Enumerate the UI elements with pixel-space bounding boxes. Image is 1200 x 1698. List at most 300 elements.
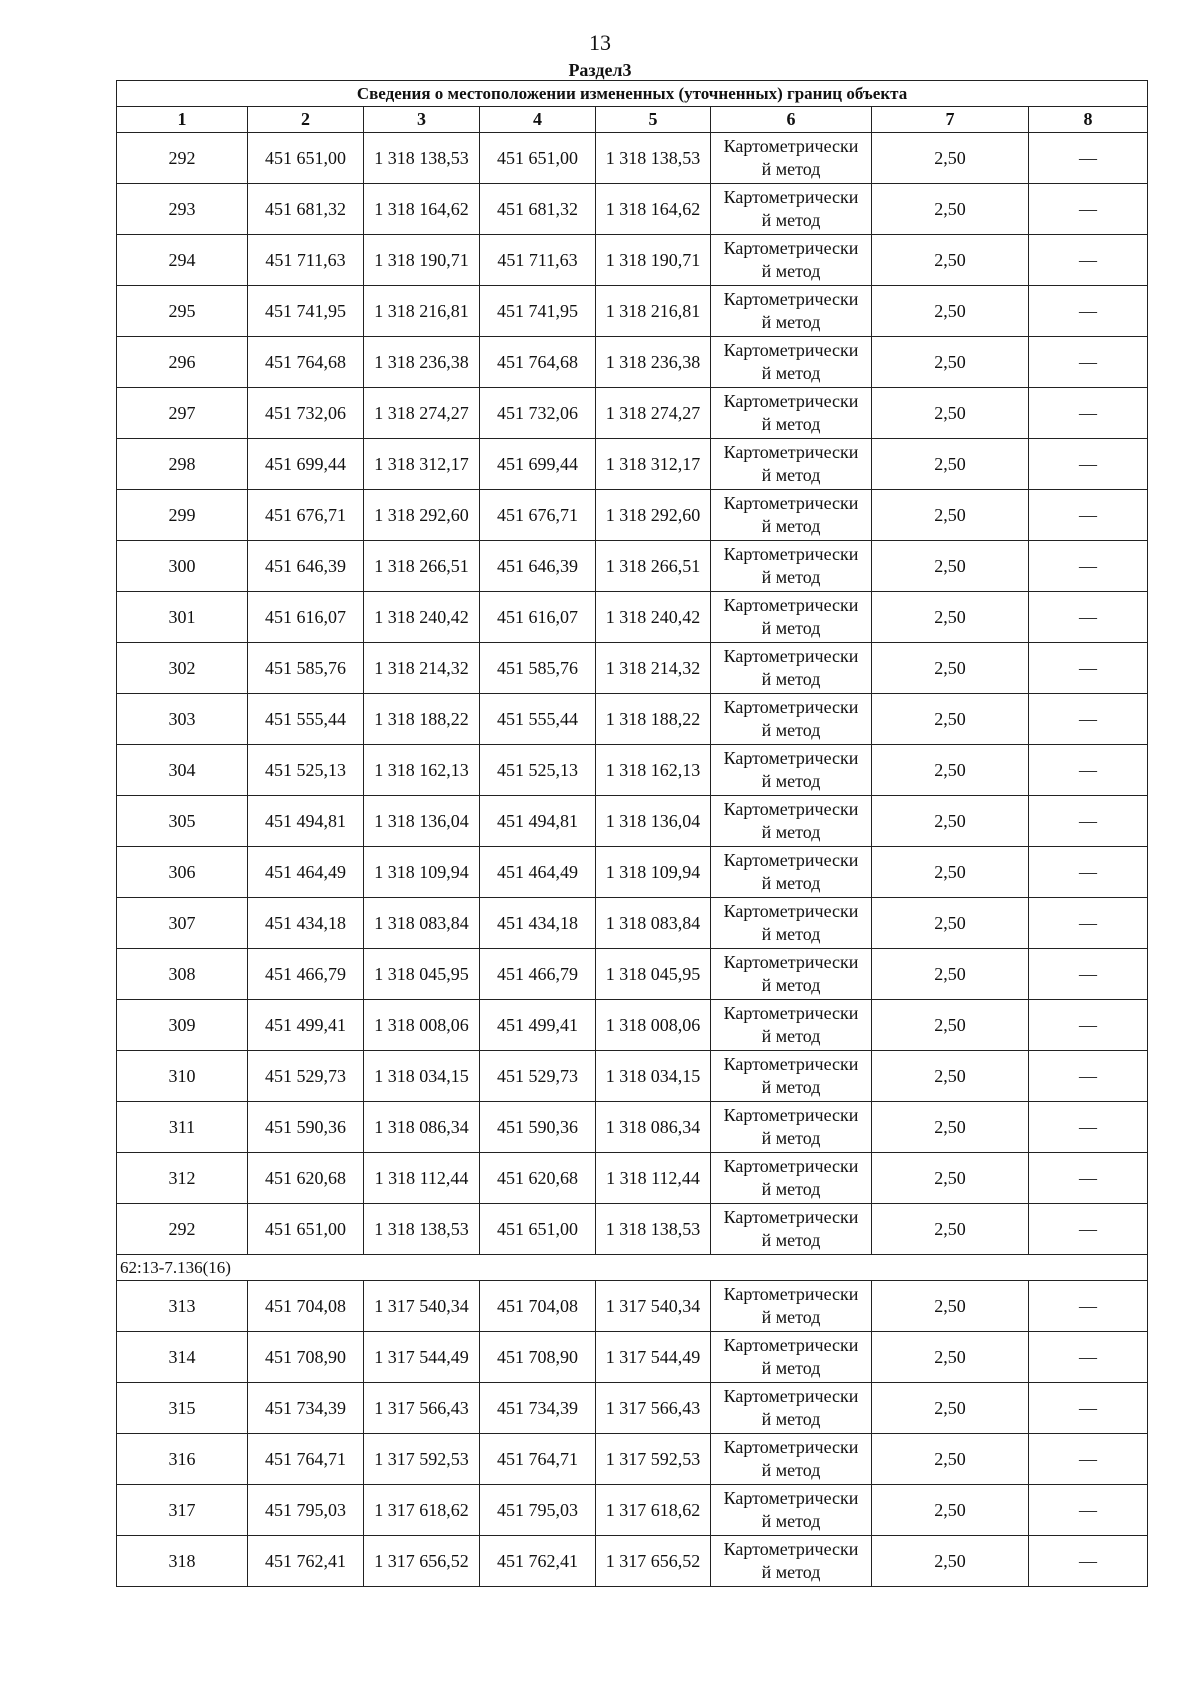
method-line-2: й метод [761, 1077, 821, 1097]
point-number-cell: 308 [117, 949, 248, 1000]
method-line-2: й метод [761, 924, 821, 944]
y-old-cell: 1 318 164,62 [364, 184, 480, 235]
point-number-cell: 292 [117, 133, 248, 184]
point-number-cell: 294 [117, 235, 248, 286]
point-number-cell: 310 [117, 1051, 248, 1102]
group-label-row [117, 1255, 1148, 1281]
x-new-cell: 451 616,07 [480, 592, 596, 643]
y-new-cell: 1 318 164,62 [596, 184, 711, 235]
x-old-cell: 451 734,39 [248, 1383, 364, 1434]
point-number-cell: 311 [117, 1102, 248, 1153]
point-number-cell: 295 [117, 286, 248, 337]
method-cell [711, 133, 872, 184]
x-old-cell: 451 764,71 [248, 1434, 364, 1485]
y-new-cell: 1 317 592,53 [596, 1434, 711, 1485]
method-line-2: й метод [761, 1409, 821, 1429]
section-title: Раздел3 [568, 60, 632, 80]
method-line-2: й метод [761, 1230, 821, 1250]
y-old-cell: 1 318 138,53 [364, 133, 480, 184]
y-old-cell: 1 318 266,51 [364, 541, 480, 592]
description-cell: — [1029, 694, 1148, 745]
x-new-cell: 451 708,90 [480, 1332, 596, 1383]
y-new-cell: 1 318 236,38 [596, 337, 711, 388]
x-old-cell: 451 616,07 [248, 592, 364, 643]
table-body-second-contour [117, 1281, 1148, 1587]
y-old-cell: 1 318 008,06 [364, 1000, 480, 1051]
table-row [117, 541, 1148, 592]
x-new-cell: 451 795,03 [480, 1485, 596, 1536]
method-line-2: й метод [761, 1511, 821, 1531]
method-line-2: й метод [761, 465, 821, 485]
method-line-1: Картометрически [723, 850, 859, 870]
table-row [117, 133, 1148, 184]
description-cell: — [1029, 1153, 1148, 1204]
x-old-cell: 451 590,36 [248, 1102, 364, 1153]
x-new-cell: 451 734,39 [480, 1383, 596, 1434]
point-number-cell: 317 [117, 1485, 248, 1536]
y-new-cell: 1 318 138,53 [596, 133, 711, 184]
table-row [117, 1383, 1148, 1434]
y-old-cell: 1 318 138,53 [364, 1204, 480, 1255]
accuracy-cell: 2,50 [872, 1000, 1029, 1051]
method-cell [711, 1281, 872, 1332]
description-cell: — [1029, 286, 1148, 337]
method-cell [711, 1204, 872, 1255]
x-old-cell: 451 704,08 [248, 1281, 364, 1332]
description-cell: — [1029, 1434, 1148, 1485]
description-cell: — [1029, 1204, 1148, 1255]
y-old-cell: 1 318 190,71 [364, 235, 480, 286]
table-row [117, 1204, 1148, 1255]
y-new-cell: 1 318 190,71 [596, 235, 711, 286]
x-new-cell: 451 620,68 [480, 1153, 596, 1204]
description-cell: — [1029, 847, 1148, 898]
method-line-2: й метод [761, 1460, 821, 1480]
method-line-1: Картометрически [723, 748, 859, 768]
x-new-cell: 451 555,44 [480, 694, 596, 745]
method-line-1: Картометрически [723, 340, 859, 360]
accuracy-cell: 2,50 [872, 1536, 1029, 1587]
accuracy-cell: 2,50 [872, 796, 1029, 847]
point-number-cell: 301 [117, 592, 248, 643]
method-line-1: Картометрически [723, 1003, 859, 1023]
x-new-cell: 451 741,95 [480, 286, 596, 337]
table-row [117, 643, 1148, 694]
description-cell: — [1029, 1383, 1148, 1434]
x-old-cell: 451 499,41 [248, 1000, 364, 1051]
x-old-cell: 451 764,68 [248, 337, 364, 388]
x-new-cell: 451 704,08 [480, 1281, 596, 1332]
description-cell: — [1029, 184, 1148, 235]
y-new-cell: 1 318 109,94 [596, 847, 711, 898]
method-cell [711, 745, 872, 796]
x-old-cell: 451 741,95 [248, 286, 364, 337]
accuracy-cell: 2,50 [872, 235, 1029, 286]
y-old-cell: 1 318 216,81 [364, 286, 480, 337]
description-cell: — [1029, 133, 1148, 184]
point-number-cell: 309 [117, 1000, 248, 1051]
x-new-cell: 451 732,06 [480, 388, 596, 439]
group-separator [117, 1255, 1148, 1281]
y-new-cell: 1 318 083,84 [596, 898, 711, 949]
y-new-cell: 1 318 274,27 [596, 388, 711, 439]
x-old-cell: 451 708,90 [248, 1332, 364, 1383]
y-new-cell: 1 318 312,17 [596, 439, 711, 490]
y-new-cell: 1 318 240,42 [596, 592, 711, 643]
method-line-2: й метод [761, 669, 821, 689]
description-cell: — [1029, 541, 1148, 592]
method-cell [711, 1434, 872, 1485]
method-line-1: Картометрически [723, 136, 859, 156]
x-new-cell: 451 434,18 [480, 898, 596, 949]
description-cell: — [1029, 949, 1148, 1000]
column-header: 6 [711, 107, 872, 133]
description-cell: — [1029, 592, 1148, 643]
description-cell: — [1029, 1000, 1148, 1051]
method-line-2: й метод [761, 1307, 821, 1327]
accuracy-cell: 2,50 [872, 1332, 1029, 1383]
table-row [117, 1434, 1148, 1485]
y-old-cell: 1 318 214,32 [364, 643, 480, 694]
y-new-cell: 1 317 656,52 [596, 1536, 711, 1587]
table-row [117, 694, 1148, 745]
y-new-cell: 1 317 618,62 [596, 1485, 711, 1536]
y-old-cell: 1 318 188,22 [364, 694, 480, 745]
description-cell: — [1029, 796, 1148, 847]
x-old-cell: 451 466,79 [248, 949, 364, 1000]
table-row [117, 286, 1148, 337]
method-line-1: Картометрически [723, 1539, 859, 1559]
accuracy-cell: 2,50 [872, 286, 1029, 337]
method-line-1: Картометрически [723, 442, 859, 462]
x-new-cell: 451 494,81 [480, 796, 596, 847]
accuracy-cell: 2,50 [872, 949, 1029, 1000]
accuracy-cell: 2,50 [872, 745, 1029, 796]
method-cell [711, 388, 872, 439]
point-number-cell: 306 [117, 847, 248, 898]
point-number-cell: 313 [117, 1281, 248, 1332]
y-new-cell: 1 318 292,60 [596, 490, 711, 541]
point-number-cell: 312 [117, 1153, 248, 1204]
page-number: 13 [589, 30, 611, 55]
description-cell: — [1029, 439, 1148, 490]
x-new-cell: 451 529,73 [480, 1051, 596, 1102]
method-line-1: Картометрически [723, 697, 859, 717]
method-line-1: Картометрически [723, 187, 859, 207]
accuracy-cell: 2,50 [872, 1383, 1029, 1434]
y-new-cell: 1 318 008,06 [596, 1000, 711, 1051]
accuracy-cell: 2,50 [872, 541, 1029, 592]
method-cell [711, 1332, 872, 1383]
method-cell [711, 439, 872, 490]
method-line-2: й метод [761, 516, 821, 536]
x-new-cell: 451 466,79 [480, 949, 596, 1000]
x-old-cell: 451 620,68 [248, 1153, 364, 1204]
table-body-first-contour [117, 133, 1148, 1255]
x-new-cell: 451 525,13 [480, 745, 596, 796]
column-header: 8 [1029, 107, 1148, 133]
method-line-1: Картометрически [723, 391, 859, 411]
method-line-1: Картометрически [723, 952, 859, 972]
column-header: 7 [872, 107, 1029, 133]
y-new-cell: 1 318 086,34 [596, 1102, 711, 1153]
accuracy-cell: 2,50 [872, 694, 1029, 745]
accuracy-cell: 2,50 [872, 490, 1029, 541]
description-cell: — [1029, 1102, 1148, 1153]
x-old-cell: 451 585,76 [248, 643, 364, 694]
method-cell [711, 1000, 872, 1051]
x-old-cell: 451 732,06 [248, 388, 364, 439]
table-row [117, 1332, 1148, 1383]
x-old-cell: 451 494,81 [248, 796, 364, 847]
description-cell: — [1029, 388, 1148, 439]
y-old-cell: 1 317 544,49 [364, 1332, 480, 1383]
x-new-cell: 451 590,36 [480, 1102, 596, 1153]
y-old-cell: 1 317 656,52 [364, 1536, 480, 1587]
y-old-cell: 1 317 566,43 [364, 1383, 480, 1434]
table-row [117, 439, 1148, 490]
y-new-cell: 1 318 138,53 [596, 1204, 711, 1255]
description-cell: — [1029, 337, 1148, 388]
y-new-cell: 1 317 544,49 [596, 1332, 711, 1383]
method-line-2: й метод [761, 822, 821, 842]
method-cell [711, 286, 872, 337]
point-number-cell: 299 [117, 490, 248, 541]
point-number-cell: 303 [117, 694, 248, 745]
column-header: 4 [480, 107, 596, 133]
accuracy-cell: 2,50 [872, 1204, 1029, 1255]
method-line-1: Картометрически [723, 493, 859, 513]
y-old-cell: 1 318 162,13 [364, 745, 480, 796]
method-cell [711, 1153, 872, 1204]
method-cell [711, 592, 872, 643]
x-new-cell: 451 646,39 [480, 541, 596, 592]
point-number-cell: 305 [117, 796, 248, 847]
method-line-1: Картометрически [723, 901, 859, 921]
method-line-2: й метод [761, 159, 821, 179]
table-row [117, 184, 1148, 235]
table-row [117, 1051, 1148, 1102]
table-row [117, 847, 1148, 898]
table-caption: Сведения о местоположении измененных (уточненных) границ объекта [117, 81, 1148, 107]
method-line-2: й метод [761, 1179, 821, 1199]
description-cell: — [1029, 1485, 1148, 1536]
description-cell: — [1029, 745, 1148, 796]
method-cell [711, 184, 872, 235]
x-old-cell: 451 555,44 [248, 694, 364, 745]
table-row [117, 1536, 1148, 1587]
method-line-1: Картометрически [723, 1335, 859, 1355]
y-new-cell: 1 317 566,43 [596, 1383, 711, 1434]
description-cell: — [1029, 1332, 1148, 1383]
method-line-1: Картометрически [723, 1105, 859, 1125]
x-new-cell: 451 651,00 [480, 133, 596, 184]
table-row [117, 388, 1148, 439]
accuracy-cell: 2,50 [872, 1485, 1029, 1536]
column-header: 3 [364, 107, 480, 133]
x-old-cell: 451 464,49 [248, 847, 364, 898]
x-old-cell: 451 762,41 [248, 1536, 364, 1587]
x-new-cell: 451 764,71 [480, 1434, 596, 1485]
table-row [117, 1485, 1148, 1536]
method-line-2: й метод [761, 771, 821, 791]
point-number-cell: 315 [117, 1383, 248, 1434]
y-new-cell: 1 318 112,44 [596, 1153, 711, 1204]
accuracy-cell: 2,50 [872, 184, 1029, 235]
x-old-cell: 451 699,44 [248, 439, 364, 490]
group-label: 62:13-7.136(16) [117, 1255, 1148, 1281]
method-line-2: й метод [761, 210, 821, 230]
method-cell [711, 541, 872, 592]
method-line-2: й метод [761, 1026, 821, 1046]
x-new-cell: 451 699,44 [480, 439, 596, 490]
method-line-2: й метод [761, 720, 821, 740]
description-cell: — [1029, 490, 1148, 541]
x-old-cell: 451 529,73 [248, 1051, 364, 1102]
y-old-cell: 1 318 109,94 [364, 847, 480, 898]
method-cell [711, 694, 872, 745]
method-line-1: Картометрически [723, 1386, 859, 1406]
table-row [117, 1281, 1148, 1332]
method-line-1: Картометрически [723, 1284, 859, 1304]
x-old-cell: 451 434,18 [248, 898, 364, 949]
x-old-cell: 451 711,63 [248, 235, 364, 286]
y-new-cell: 1 318 214,32 [596, 643, 711, 694]
method-cell [711, 490, 872, 541]
accuracy-cell: 2,50 [872, 1434, 1029, 1485]
y-old-cell: 1 318 240,42 [364, 592, 480, 643]
description-cell: — [1029, 898, 1148, 949]
method-line-1: Картометрически [723, 1437, 859, 1457]
table-row [117, 235, 1148, 286]
y-old-cell: 1 318 045,95 [364, 949, 480, 1000]
method-cell [711, 235, 872, 286]
table-row [117, 1153, 1148, 1204]
y-new-cell: 1 318 034,15 [596, 1051, 711, 1102]
column-header: 5 [596, 107, 711, 133]
accuracy-cell: 2,50 [872, 1102, 1029, 1153]
x-new-cell: 451 764,68 [480, 337, 596, 388]
x-old-cell: 451 646,39 [248, 541, 364, 592]
y-old-cell: 1 318 312,17 [364, 439, 480, 490]
point-number-cell: 304 [117, 745, 248, 796]
point-number-cell: 302 [117, 643, 248, 694]
method-cell [711, 337, 872, 388]
method-line-1: Картометрически [723, 238, 859, 258]
description-cell: — [1029, 1281, 1148, 1332]
method-line-2: й метод [761, 363, 821, 383]
method-line-2: й метод [761, 414, 821, 434]
column-header: 2 [248, 107, 364, 133]
method-line-2: й метод [761, 567, 821, 587]
table-row [117, 898, 1148, 949]
method-line-2: й метод [761, 1358, 821, 1378]
y-old-cell: 1 318 236,38 [364, 337, 480, 388]
point-number-cell: 296 [117, 337, 248, 388]
x-new-cell: 451 762,41 [480, 1536, 596, 1587]
table-row [117, 745, 1148, 796]
x-old-cell: 451 681,32 [248, 184, 364, 235]
method-line-1: Картометрически [723, 1156, 859, 1176]
method-line-1: Картометрически [723, 1488, 859, 1508]
x-old-cell: 451 795,03 [248, 1485, 364, 1536]
method-cell [711, 1102, 872, 1153]
accuracy-cell: 2,50 [872, 1051, 1029, 1102]
y-new-cell: 1 318 266,51 [596, 541, 711, 592]
accuracy-cell: 2,50 [872, 847, 1029, 898]
accuracy-cell: 2,50 [872, 1281, 1029, 1332]
point-number-cell: 314 [117, 1332, 248, 1383]
accuracy-cell: 2,50 [872, 1153, 1029, 1204]
column-header-row [117, 107, 1148, 133]
y-new-cell: 1 318 045,95 [596, 949, 711, 1000]
y-old-cell: 1 318 083,84 [364, 898, 480, 949]
coordinates-table [116, 80, 1148, 1587]
table-row [117, 796, 1148, 847]
y-old-cell: 1 317 540,34 [364, 1281, 480, 1332]
method-line-1: Картометрически [723, 799, 859, 819]
accuracy-cell: 2,50 [872, 898, 1029, 949]
method-line-2: й метод [761, 261, 821, 281]
method-line-2: й метод [761, 1562, 821, 1582]
accuracy-cell: 2,50 [872, 592, 1029, 643]
method-cell [711, 949, 872, 1000]
table-row [117, 949, 1148, 1000]
y-old-cell: 1 317 592,53 [364, 1434, 480, 1485]
x-new-cell: 451 464,49 [480, 847, 596, 898]
method-line-1: Картометрически [723, 1207, 859, 1227]
method-line-1: Картометрически [723, 595, 859, 615]
accuracy-cell: 2,50 [872, 133, 1029, 184]
y-new-cell: 1 318 162,13 [596, 745, 711, 796]
method-cell [711, 1536, 872, 1587]
x-new-cell: 451 711,63 [480, 235, 596, 286]
point-number-cell: 316 [117, 1434, 248, 1485]
method-line-1: Картометрически [723, 646, 859, 666]
y-old-cell: 1 318 292,60 [364, 490, 480, 541]
accuracy-cell: 2,50 [872, 643, 1029, 694]
x-old-cell: 451 525,13 [248, 745, 364, 796]
accuracy-cell: 2,50 [872, 337, 1029, 388]
description-cell: — [1029, 1536, 1148, 1587]
x-new-cell: 451 681,32 [480, 184, 596, 235]
x-new-cell: 451 499,41 [480, 1000, 596, 1051]
method-line-1: Картометрически [723, 1054, 859, 1074]
y-new-cell: 1 318 216,81 [596, 286, 711, 337]
method-cell [711, 796, 872, 847]
y-old-cell: 1 318 086,34 [364, 1102, 480, 1153]
table-row [117, 1000, 1148, 1051]
point-number-cell: 298 [117, 439, 248, 490]
method-cell [711, 1383, 872, 1434]
method-line-2: й метод [761, 1128, 821, 1148]
method-cell [711, 898, 872, 949]
y-old-cell: 1 317 618,62 [364, 1485, 480, 1536]
table-row [117, 490, 1148, 541]
table-row [117, 337, 1148, 388]
table-caption-row [117, 81, 1148, 107]
x-new-cell: 451 676,71 [480, 490, 596, 541]
x-old-cell: 451 651,00 [248, 1204, 364, 1255]
table-row [117, 1102, 1148, 1153]
y-new-cell: 1 317 540,34 [596, 1281, 711, 1332]
description-cell: — [1029, 235, 1148, 286]
y-old-cell: 1 318 136,04 [364, 796, 480, 847]
y-old-cell: 1 318 034,15 [364, 1051, 480, 1102]
y-new-cell: 1 318 136,04 [596, 796, 711, 847]
method-cell [711, 1051, 872, 1102]
method-line-1: Картометрически [723, 289, 859, 309]
